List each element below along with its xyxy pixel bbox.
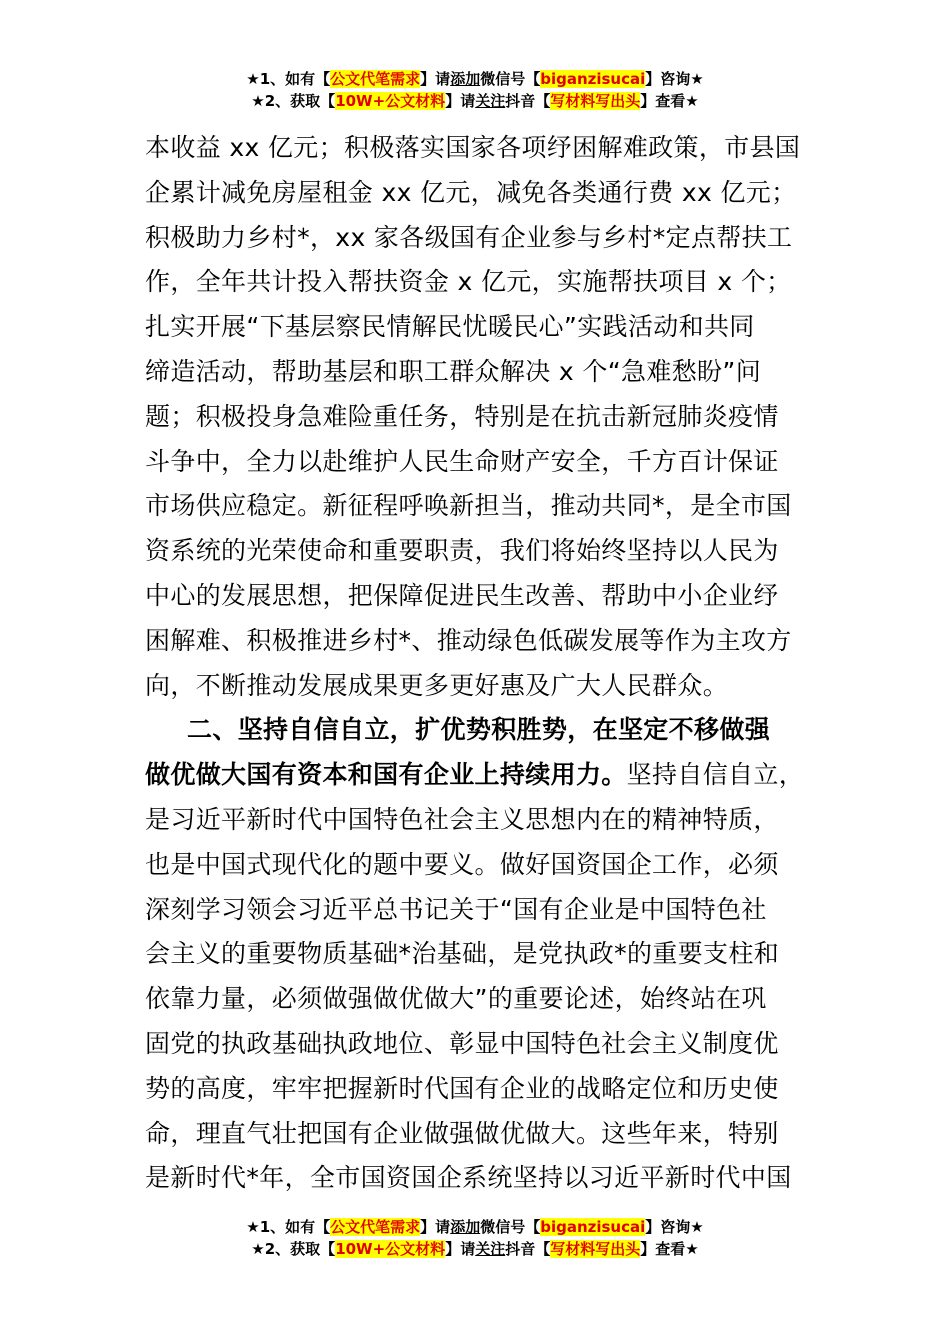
text-line: 企累计减免房屋租金 xx 亿元，减免各类通行费 xx 亿元； bbox=[145, 177, 797, 207]
banner-line-2: ★2、获取【10W+公文材料】请关注抖音【写材料写出头】查看★ bbox=[251, 92, 699, 110]
text-line: 也是中国式现代化的题中要义。做好国资国企工作，必须 bbox=[145, 849, 779, 879]
section-heading: 二、坚持自信自立，扩优势积胜势，在坚定不移做强 bbox=[187, 715, 771, 745]
section-heading-continued: 做优做大国有资本和国有企业上持续用力。坚持自信自立， bbox=[145, 760, 805, 790]
text-line: 资系统的光荣使命和重要职责，我们将始终坚持以人民为 bbox=[145, 536, 779, 566]
highlight-wechat-id: biganzisucai bbox=[540, 1218, 646, 1236]
text-line: 依靠力量，必须做强做优做大”的重要论述，始终站在巩 bbox=[145, 984, 767, 1014]
highlight-douyin: 写材料写出头 bbox=[550, 92, 641, 110]
text-line: 市场供应稳定。新征程呼唤新担当，推动共同*，是全市国 bbox=[145, 491, 792, 521]
text-line: 固党的执政基础执政地位、彰显中国特色社会主义制度优 bbox=[145, 1028, 779, 1058]
text-line: 积极助力乡村*，xx 家各级国有企业参与乡村*定点帮扶工 bbox=[145, 222, 793, 252]
highlight-materials: 10W+公文材料 bbox=[335, 92, 446, 110]
document-body bbox=[145, 126, 805, 1201]
text-line: 缔造活动，帮助基层和职工群众解决 x 个“急难愁盼”问 bbox=[145, 356, 762, 386]
banner-line-1: ★1、如有【公文代笔需求】请添加微信号【biganzisucai】咨询★ bbox=[246, 1218, 704, 1236]
text-line: 向，不断推动发展成果更多更好惠及广大人民群众。 bbox=[145, 670, 729, 700]
highlight-wechat-id: biganzisucai bbox=[540, 70, 646, 88]
highlight-materials: 10W+公文材料 bbox=[335, 1240, 446, 1258]
text-line: 势的高度，牢牢把握新时代国有企业的战略定位和历史使 bbox=[145, 1073, 779, 1103]
text-line: 是新时代*年，全市国资国企系统坚持以习近平新时代中国 bbox=[145, 1163, 792, 1193]
text-line: 中心的发展思想，把保障促进民生改善、帮助中小企业纾 bbox=[145, 580, 779, 610]
text-line: 本收益 xx 亿元；积极落实国家各项纾困解难政策，市县国 bbox=[145, 133, 801, 162]
text-line: 困解难、积极推进乡村*、推动绿色低碳发展等作为主攻方 bbox=[145, 625, 792, 655]
banner-line-2: ★2、获取【10W+公文材料】请关注抖音【写材料写出头】查看★ bbox=[251, 1240, 699, 1258]
highlight-service: 公文代笔需求 bbox=[330, 1218, 421, 1236]
text-line: 是习近平新时代中国特色社会主义思想内在的精神特质， bbox=[145, 804, 779, 834]
text-line: 作，全年共计投入帮扶资金 x 亿元，实施帮扶项目 x 个； bbox=[145, 267, 792, 297]
banner-line-1: ★1、如有【公文代笔需求】请添加微信号【biganzisucai】咨询★ bbox=[246, 70, 704, 88]
text-line: 深刻学习领会习近平总书记关于“国有企业是中国特色社 bbox=[145, 894, 767, 924]
highlight-service: 公文代笔需求 bbox=[330, 70, 421, 88]
text-line: 命，理直气壮把国有企业做强做优做大。这些年来，特别 bbox=[145, 1118, 779, 1148]
text-line: 题；积极投身急难险重任务，特别是在抗击新冠肺炎疫情 bbox=[145, 401, 779, 431]
highlight-douyin: 写材料写出头 bbox=[550, 1240, 641, 1258]
footer-banner bbox=[0, 1216, 950, 1260]
text-line: 斗争中，全力以赴维护人民生命财产安全，千方百计保证 bbox=[145, 446, 779, 476]
header-banner bbox=[0, 68, 950, 112]
text-line: 会主义的重要物质基础*治基础，是党执政*的重要支柱和 bbox=[145, 939, 780, 969]
text-line: 扎实开展“下基层察民情解民忧暖民心”实践活动和共同 bbox=[145, 312, 755, 342]
